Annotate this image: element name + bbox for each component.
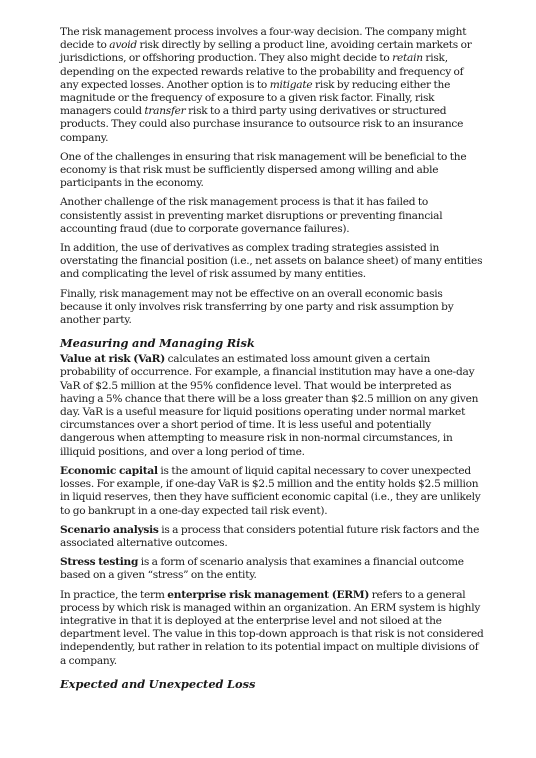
emphasis-transfer: transfer (144, 105, 186, 118)
paragraph-derivatives: In addition, the use of derivatives as complex trading strategies assisted in overstating the financial position (i.e., net assets on balance sheet) of many entities and complicating the level of risk assumed by many entities. (60, 242, 483, 281)
term-erm: enterprise risk management (ERM) (167, 588, 370, 601)
paragraph-prevention-challenge: Another challenge of the risk management process is that it has failed to consistently assist in preventing market disruptions or preventing financial accounting fraud (due to corporate governance failures). (60, 196, 443, 235)
paragraph-effectiveness: Finally, risk management may not be effective on an overall economic basis because it only involves risk transferring by one party and risk assumption by another party. (60, 287, 454, 327)
text-run: calculates an estimated loss amount given a certain probability of occurrence. For example, a financial institution may have a one-day VaR of $2.5 million at the 95% confidence level. That would be interpreted as having a 5% chance that there will be a loss greater than $2.5 million on any given day. VaR is a useful measure for liquid positions operating under normal market circumstances over a short period of time. It is less useful and potentially dangerous when attempting to measure risk in non-normal circumstances, in illiquid positions, and over a long period of time. (60, 353, 479, 458)
paragraph-erm (60, 589, 484, 668)
text-run: risk, depending on the expected rewards relative to the probability and frequency of any expected losses. Another option is to (60, 52, 464, 91)
paragraph-four-way-decision (60, 26, 484, 145)
text-run: refers to a general process by which risk is managed within an organization. An ERM system is highly integrative in that it is deployed at the enterprise level and not siloed at the department level. The value in this top-down approach is that risk is not considered independently, but rather in relation to its potential impact on multiple divisions of a company. (60, 588, 484, 667)
document-page (60, 26, 484, 694)
term-var: Value at risk (VaR) (60, 353, 165, 366)
term-stress-testing: Stress testing (60, 556, 139, 569)
term-economic-capital: Economic capital (60, 464, 158, 477)
emphasis-avoid: avoid (109, 39, 137, 52)
text-run: is a process that considers potential future risk factors and the associated alternative outcomes. (60, 523, 480, 549)
paragraph-value-at-risk (60, 353, 484, 459)
text-run: is the amount of liquid capital necessary to cover unexpected losses. For example, if one-day VaR is $2.5 million and the entity holds $2.5 million in liquid reserves, then they have sufficient economic capital (i.e., they are unlikely to go bankrupt in a one-day expected tail risk event). (60, 464, 481, 517)
section-heading-measuring-risk: Measuring and Managing Risk (60, 336, 255, 351)
paragraph-dispersion-challenge: One of the challenges in ensuring that risk management will be beneficial to the economy is that risk must be sufficiently dispersed among willing and able participants in the economy. (60, 150, 467, 190)
text-run: risk to a third party using derivatives or structured products. They could also purchase insurance to outsource risk to an insurance company. (60, 105, 464, 144)
section-heading-expected-loss: Expected and Unexpected Loss (60, 676, 256, 691)
paragraph-scenario-analysis (60, 524, 484, 550)
text-run: risk by reducing either the magnitude or the frequency of exposure to a given risk factor. Finally, risk managers could (60, 78, 451, 118)
text-run: risk directly by selling a product line, avoiding certain markets or jurisdictions, or offshoring production. They also might decide to (60, 39, 472, 65)
paragraph-economic-capital (60, 465, 484, 518)
emphasis-mitigate: mitigate (269, 78, 313, 91)
text-run: The risk management process involves a four-way decision. The company might decide to (60, 26, 467, 52)
term-scenario-analysis: Scenario analysis (60, 523, 159, 536)
text-run: In practice, the term (60, 588, 168, 601)
text-run: is a form of scenario analysis that examines a financial outcome based on a given “stress” on the entity. (60, 556, 464, 582)
emphasis-retain: retain (392, 52, 423, 65)
paragraph-stress-testing (60, 556, 484, 582)
